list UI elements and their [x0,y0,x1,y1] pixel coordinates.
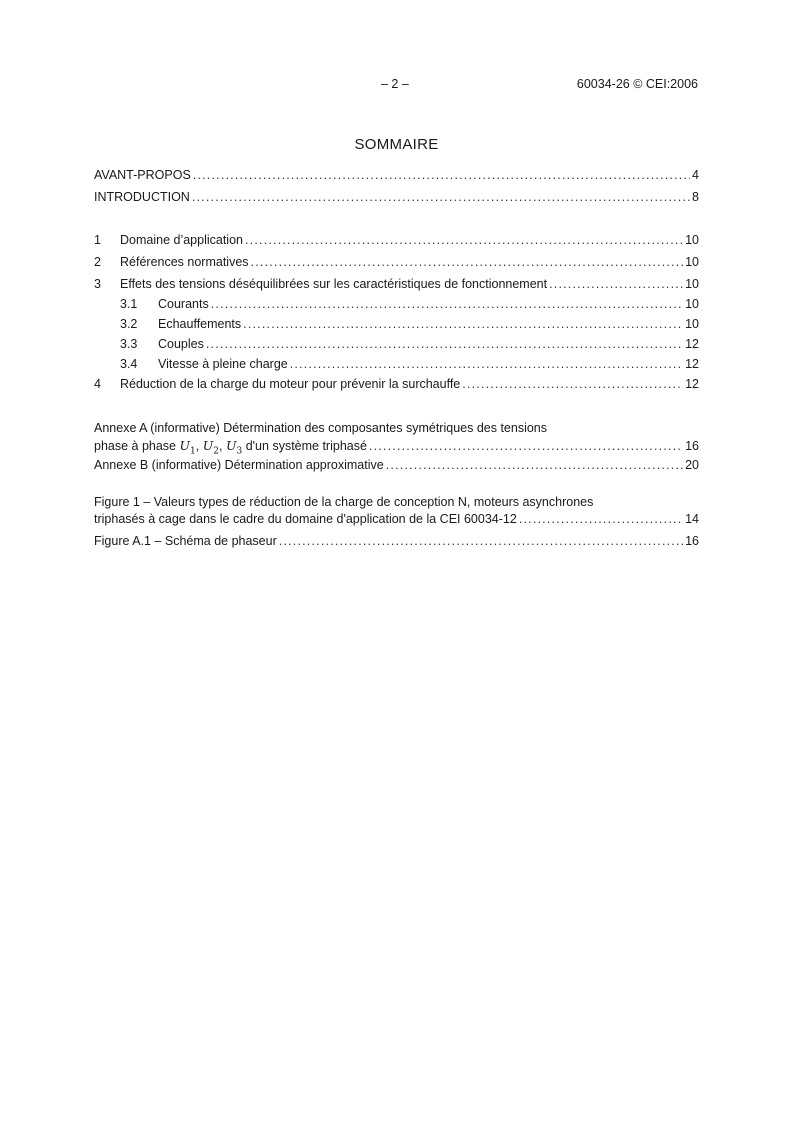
leader-dots [193,165,690,185]
toc-entry-number: 2 [94,255,101,269]
toc-entry-clause-4[interactable] [94,374,699,394]
leader-dots [192,187,690,207]
page-header [0,77,793,93]
toc-entry-number: 1 [94,233,101,247]
toc-entry-label: Effets des tensions déséquilibrées sur les caractéristiques de fonctionnement [120,277,548,291]
toc-entry-clause-3[interactable] [94,274,699,294]
toc-entry-annex-a-line1[interactable]: Annexe A (informative) Détermination des composantes symétriques des tensions [94,421,548,435]
toc-entry-label: Références normatives [120,255,249,269]
symbol-u2: $U_2$ [202,438,220,457]
toc-entry-label: triphasés à cage dans le cadre du domaine d'application de la CEI 60034-12 [94,512,517,526]
toc-entry-clause-1[interactable] [94,230,699,250]
leader-dots [243,314,683,334]
toc-entry-label: AVANT-PROPOS [94,168,191,182]
separator: , [219,439,226,453]
toc-entry-label: Réduction de la charge du moteur pour prévenir la surchauffe [120,377,461,391]
symbol-u3: $U_3$ [225,438,243,457]
toc-entry-label: INTRODUCTION [94,190,190,204]
leader-dots [386,457,683,474]
leader-dots [462,374,683,394]
toc-entry-page: 10 [685,233,699,247]
toc-entry-label: Domaine d’application [120,233,243,247]
leader-dots [519,511,683,528]
leader-dots [549,274,683,294]
toc-entry-annex-b[interactable] [94,457,699,474]
toc-entry-page: 12 [685,337,699,351]
leader-dots [206,334,683,354]
page-title: SOMMAIRE [354,136,439,153]
toc-entry-subclause-3-2[interactable] [94,314,699,334]
toc-entry-label: Echauffements [158,317,242,331]
toc-front-matter [94,165,699,207]
leader-dots [290,354,683,374]
toc-entry-number: 3 [94,277,101,291]
toc-entry-subclause-3-4[interactable] [94,354,699,374]
toc-entry-label: Vitesse à pleine charge [158,357,288,371]
toc-entry-introduction[interactable] [94,187,699,207]
toc-clauses [94,230,699,394]
toc-annexes [94,420,699,474]
leader-dots [279,533,683,550]
toc-entry-label: Figure A.1 – Schéma de phaseur [94,534,277,548]
toc-entry-page: 10 [685,277,699,291]
toc-entry-number: 4 [94,377,101,391]
toc-entry-clause-2[interactable] [94,252,699,272]
leader-dots [211,294,683,314]
toc-entry-number: 3.3 [120,337,138,351]
toc-entry-page: 12 [685,357,699,371]
symbol-u1: $U_1$ [179,438,196,457]
toc-entry-page: 10 [685,317,699,331]
toc-entry-avant-propos[interactable] [94,165,699,185]
toc-entry-page: 14 [685,512,699,526]
toc-entry-page: 20 [685,458,699,472]
toc-entry-page: 16 [685,534,699,548]
separator: , [195,439,203,453]
annex-a-text-post: d'un système triphasé [242,439,367,453]
toc-entry-page: 4 [692,168,699,182]
toc-entry-subclause-3-3[interactable] [94,334,699,354]
toc-entry-subclause-3-1[interactable] [94,294,699,314]
toc-entry-page: 10 [685,297,699,311]
toc-entry-page: 10 [685,255,699,269]
toc-entry-page: 12 [685,377,699,391]
toc-entry-number: 3.2 [120,317,138,331]
leader-dots [369,438,683,455]
page-number: – 2 – [381,77,409,91]
toc-entry-number: 3.4 [120,357,138,371]
toc-entry-page: 16 [685,439,699,453]
toc-entry-label: Couples [158,337,204,351]
toc-entry-figure-1[interactable] [94,511,699,528]
toc-figures [94,494,699,550]
annex-a-text-pre: phase à phase [94,439,180,453]
document-reference: 60034-26 © CEI:2006 [576,77,698,91]
toc-entry-annex-a[interactable] [94,437,699,457]
leader-dots [245,230,683,250]
toc-entry-number: 3.1 [120,297,138,311]
toc-entry-label: Annexe B (informative) Détermination approximative [94,458,384,472]
leader-dots [251,252,684,272]
toc-entry-figure-1-line1[interactable]: Figure 1 – Valeurs types de réduction de la charge de conception N, moteurs asynchrones [94,495,594,509]
toc-entry-figure-a1[interactable] [94,533,699,550]
toc-entry-page: 8 [692,190,699,204]
toc-entry-label: Courants [158,297,209,311]
